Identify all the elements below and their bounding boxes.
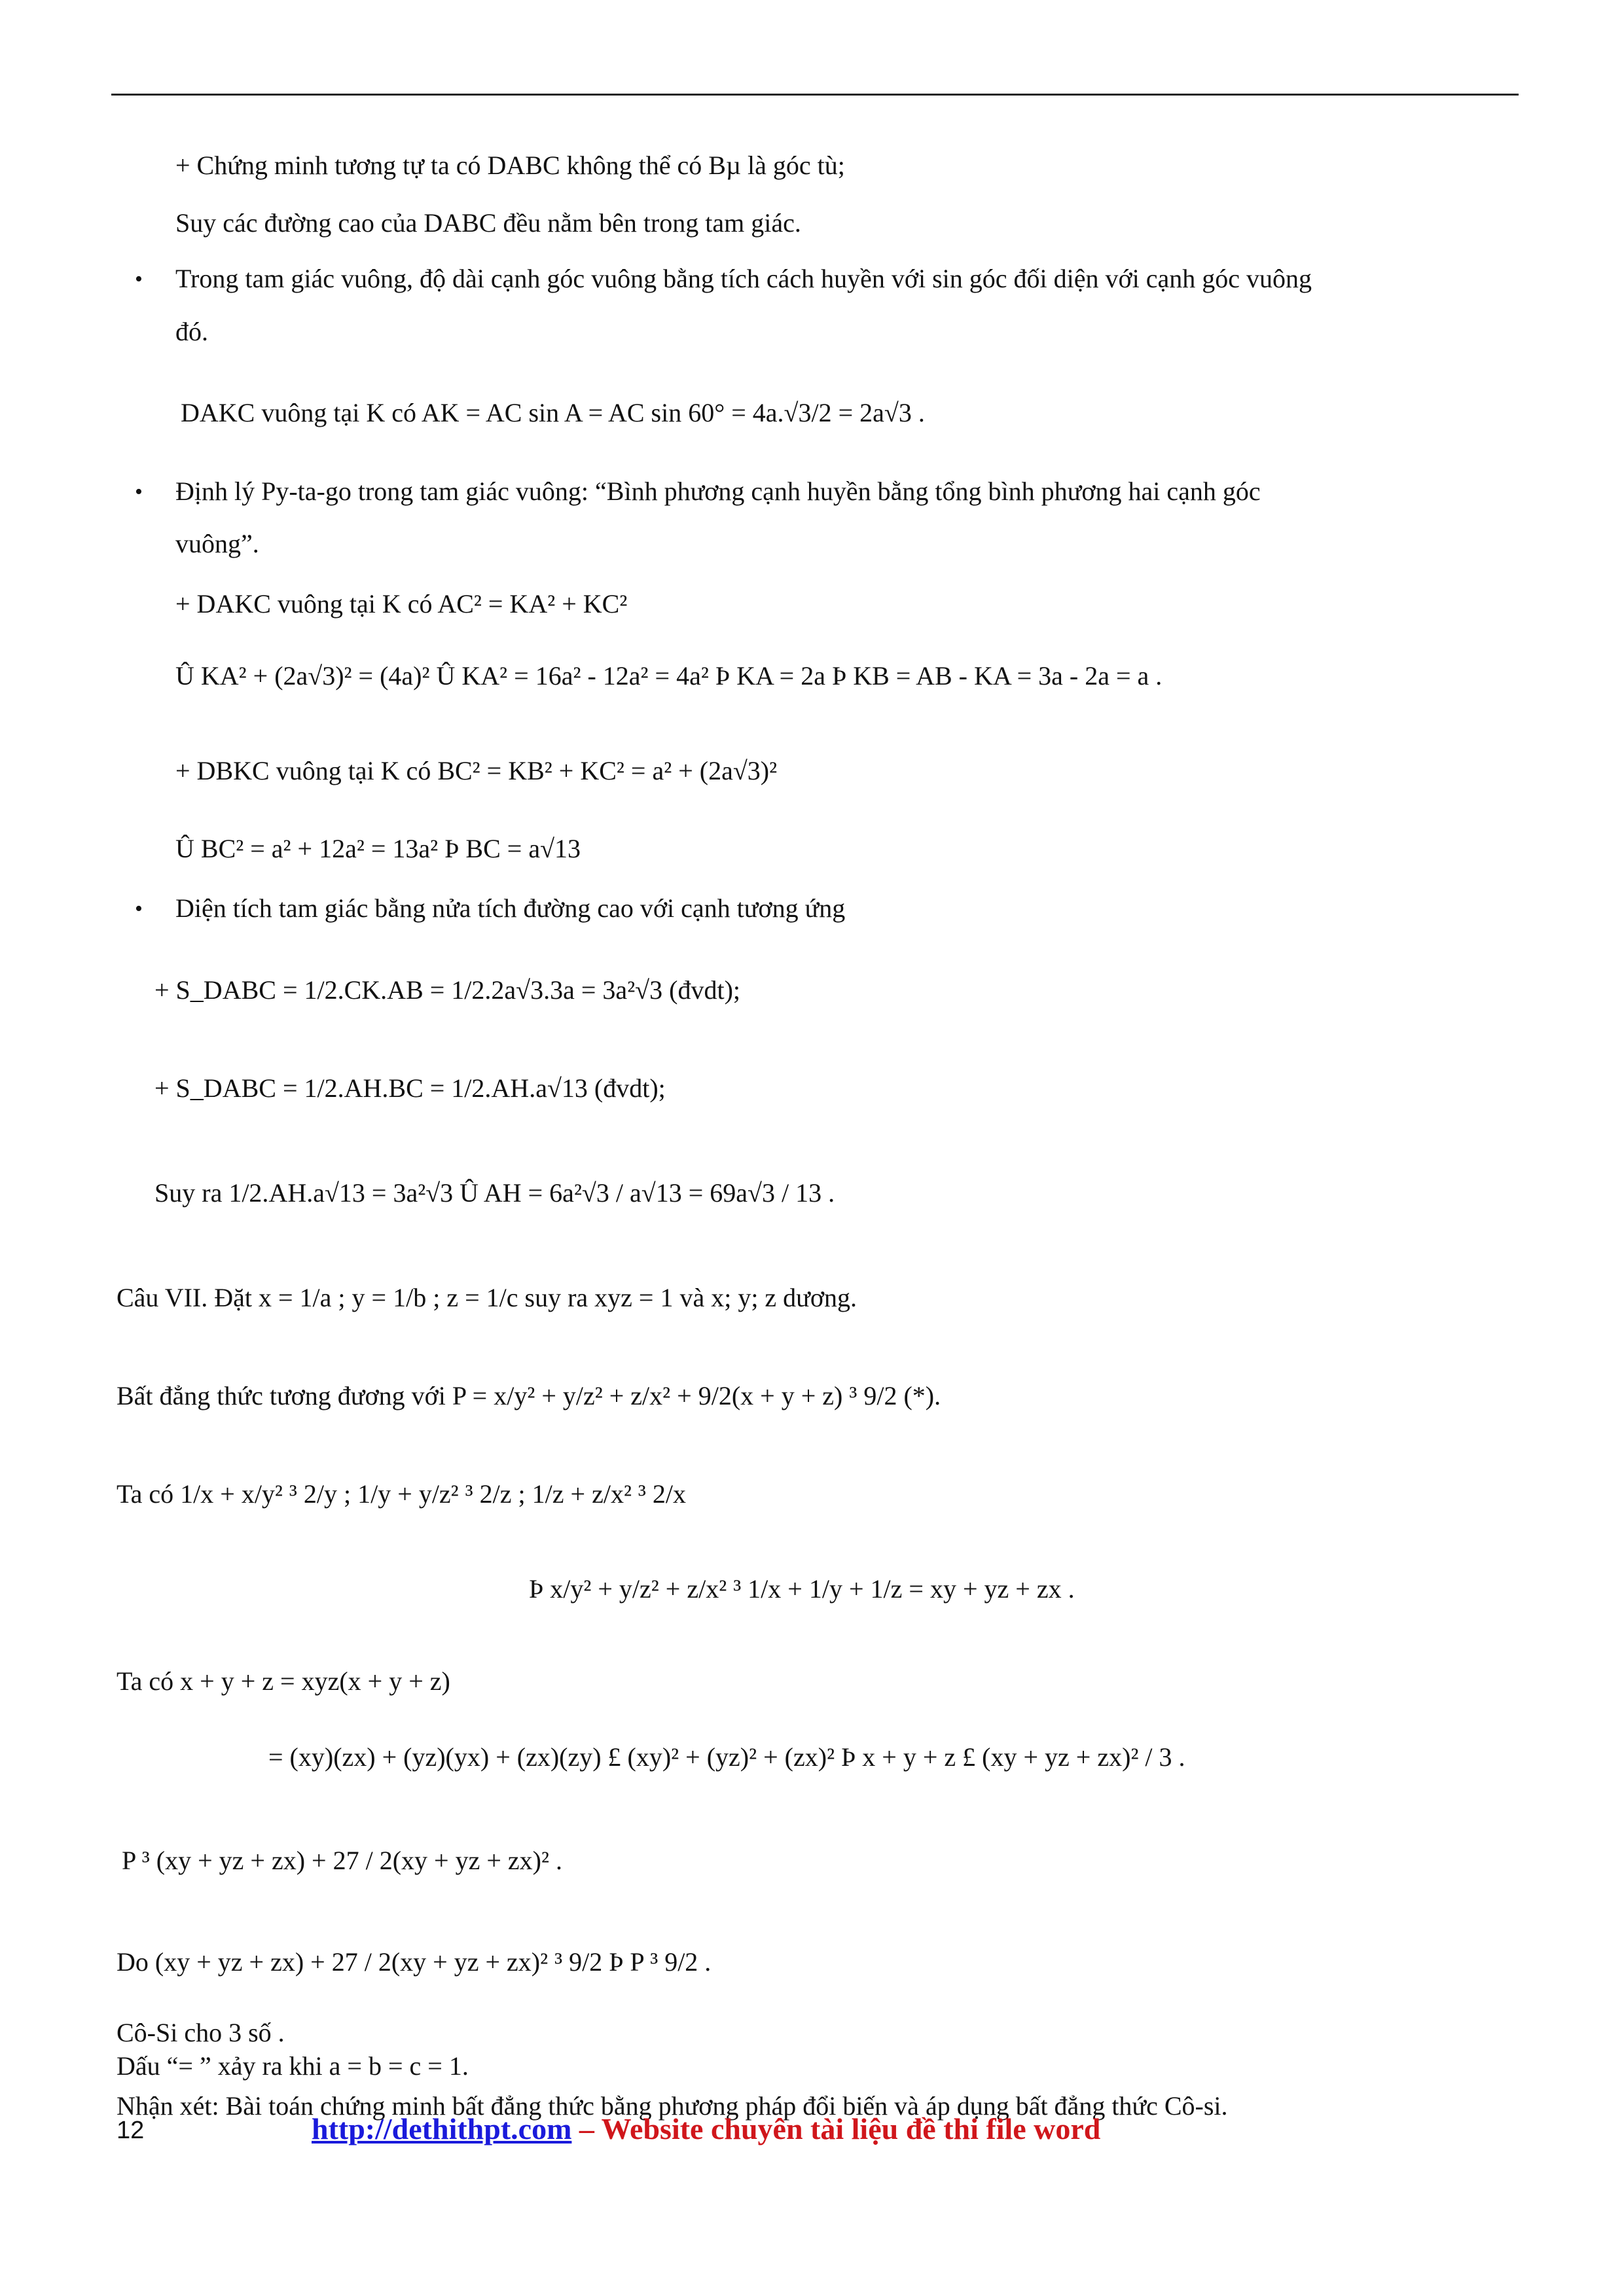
text-line: Cô-Si cho 3 số . bbox=[117, 2018, 285, 2047]
footer-tagline: – Website chuyên tài liệu đề thi file word bbox=[571, 2112, 1101, 2145]
math-line: Þ x/y² + y/z² + z/x² ³ 1/x + 1/y + 1/z = xy + yz + zx . bbox=[529, 1574, 1075, 1604]
math-line: + DAKC vuông tại K có AC² = KA² + KC² bbox=[175, 589, 628, 619]
bullet-icon: • bbox=[135, 480, 143, 504]
math-line: Ta có x + y + z = xyz(x + y + z) bbox=[117, 1666, 450, 1696]
math-line: DAKC vuông tại K có AK = AC sin A = AC sin 60° = 4a.√3/2 = 2a√3 . bbox=[181, 398, 925, 427]
page-number: 12 bbox=[117, 2117, 145, 2144]
text-line: vuông”. bbox=[175, 529, 259, 558]
math-line: Û KA² + (2a√3)² = (4a)² Û KA² = 16a² - 12a² = 4a² Þ KA = 2a Þ KB = AB - KA = 3a - 2a = a . bbox=[175, 661, 1163, 691]
bullet-icon: • bbox=[135, 897, 143, 921]
math-line: Ta có 1/x + x/y² ³ 2/y ; 1/y + y/z² ³ 2/z ; 1/z + z/x² ³ 2/x bbox=[117, 1479, 687, 1509]
text-line: Nhận xét: Bài toán chứng minh bất đẳng thức bằng phương pháp đổi biến và áp dụng bất đẳng thức Cô-si. bbox=[117, 2091, 1228, 2121]
math-line: P ³ (xy + yz + zx) + 27 / 2(xy + yz + zx)² . bbox=[122, 1846, 562, 1875]
math-line: = (xy)(zx) + (yz)(yx) + (zx)(zy) £ (xy)² + (yz)² + (zx)² Þ x + y + z £ (xy + yz + zx)² / 3 . bbox=[268, 1742, 1185, 1772]
math-line: Û BC² = a² + 12a² = 13a² Þ BC = a√13 bbox=[175, 834, 581, 863]
text-line: đó. bbox=[175, 317, 208, 346]
math-line: + S_DABC = 1/2.AH.BC = 1/2.AH.a√13 (đvdt); bbox=[154, 1073, 666, 1103]
text-line: + Chứng minh tương tự ta có DABC không thể có Bµ là góc tù; bbox=[175, 151, 845, 180]
text-line: Định lý Py-ta-go trong tam giác vuông: “Bình phương cạnh huyền bằng tổng bình phương hai cạnh góc bbox=[175, 476, 1261, 506]
bullet-icon: • bbox=[135, 267, 143, 291]
footer bbox=[312, 2111, 1100, 2146]
math-line: + DBKC vuông tại K có BC² = KB² + KC² = a² + (2a√3)² bbox=[175, 756, 778, 785]
text-line: Câu VII. Đặt x = 1/a ; y = 1/b ; z = 1/c suy ra xyz = 1 và x; y; z dương. bbox=[117, 1283, 857, 1312]
text-line: Trong tam giác vuông, độ dài cạnh góc vuông bằng tích cách huyền với sin góc đối diện với cạnh góc vuông bbox=[175, 264, 1312, 293]
math-line: Do (xy + yz + zx) + 27 / 2(xy + yz + zx)² ³ 9/2 Þ P ³ 9/2 . bbox=[117, 1947, 712, 1977]
math-line: Bất đẳng thức tương đương với P = x/y² + y/z² + z/x² + 9/2(x + y + z) ³ 9/2 (*). bbox=[117, 1381, 941, 1410]
text-line: Suy các đường cao của DABC đều nằm bên trong tam giác. bbox=[175, 208, 801, 238]
math-line: + S_DABC = 1/2.CK.AB = 1/2.2a√3.3a = 3a²√3 (đvdt); bbox=[154, 975, 740, 1005]
website-link[interactable]: http://dethithpt.com bbox=[312, 2112, 572, 2145]
header-rule bbox=[111, 94, 1519, 96]
text-line: Diện tích tam giác bằng nửa tích đường cao với cạnh tương ứng bbox=[175, 893, 846, 923]
text-line: Dấu “= ” xảy ra khi a = b = c = 1. bbox=[117, 2051, 469, 2081]
math-line: Suy ra 1/2.AH.a√13 = 3a²√3 Û AH = 6a²√3 / a√13 = 69a√3 / 13 . bbox=[154, 1178, 835, 1208]
